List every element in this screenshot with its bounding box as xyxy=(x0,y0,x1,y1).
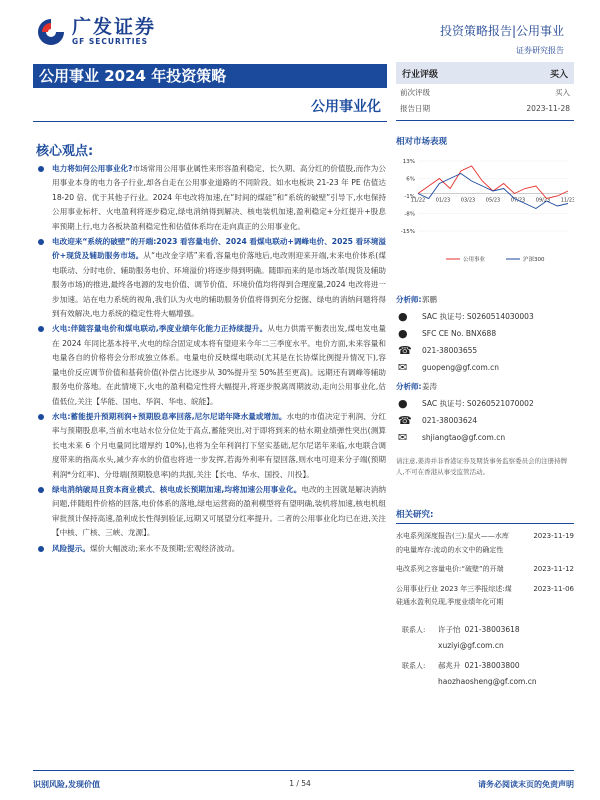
paragraph-text: 市场常用公用事业属性来形容盈利稳定、长久期、高分红的价值股,而作为公用事业本身的电力各子行业,却各自走在公用事业道路的不同阶段。如水电板块 21-23 年 PE 估值达 18-20 倍、优于其他子行业。2024 年电改将加速,在“时间的煤硅”和“系统的破壁”引导下,水电保持公用事业标杆、火电盈利将逐步稳定,绿电消纳得到解决、核电装机加速,盈利稳定+分红提升+股息率预期上行,电力各板块盈利稳定性和估值体系均在走向真正的公用事业化。 xyxy=(52,164,386,231)
email-icon: ✉ xyxy=(398,431,408,444)
email-icon: ✉ xyxy=(398,361,408,374)
analyst-sfc-row xyxy=(396,325,574,342)
y-tick-label: 13% xyxy=(402,159,415,165)
prev-rating-label: 前次评级 xyxy=(400,87,430,97)
related-head: 相关研究: xyxy=(396,508,574,524)
sfc-icon: ● xyxy=(398,327,408,340)
paragraph-lead: 电力将如何公用事业化? xyxy=(52,164,133,173)
page-number: 1 / 54 xyxy=(289,779,311,788)
analyst-phone-row xyxy=(396,342,574,359)
core-body xyxy=(38,162,386,557)
y-tick-label: -15% xyxy=(400,229,415,235)
contact-name: 许子怡 xyxy=(438,625,461,634)
paragraph-text: 从电力供需平衡表出发,煤电发电量在 2024 年同比基本持平,火电的综合固定成本将有望迎来今年二三季度水平。电价方面,未来容量和电量各自的价格将会分形成独立体系。电量电价反映煤电联动(尤其是在长协煤比例提升情况下),容量电价反应调节价值和基荷价值(补偿占比逐步从 30%提升至 50%甚至更高)。远期还有调峰等辅助服务电价落地。在此情境下,火电的盈利稳定性将大幅提升,将逐步脱离周期波动,走向公用事业化,估值低位,关注【华能、国电、华润、华电、皖能】。 xyxy=(52,324,386,406)
related-item[interactable] xyxy=(396,583,574,610)
footer-slogan: 识别风险,发现价值 xyxy=(33,780,101,789)
core-paragraph xyxy=(38,483,386,541)
report-date-label: 报告日期 xyxy=(400,103,430,113)
analyst-email[interactable]: shjiangtao@gf.com.cn xyxy=(422,433,506,442)
bullet-icon xyxy=(38,414,44,420)
contact-phone: 021-38003800 xyxy=(464,661,520,670)
related-item[interactable] xyxy=(396,530,574,557)
phone-icon: ☎ xyxy=(398,414,412,427)
analysts xyxy=(396,291,574,448)
paragraph-lead: 水电:蓄能提升预期利润+预期股息率回落,尼尔尼诺年降水量或增加。 xyxy=(52,411,287,421)
x-tick-label: 03/23 xyxy=(460,197,476,204)
report-title: 公用事业 2024 年投资策略 xyxy=(33,64,387,88)
analyst-email-row xyxy=(396,429,574,446)
report-date-value: 2023-11-28 xyxy=(526,103,570,113)
analyst-sac-row xyxy=(396,308,574,325)
related-title: 公用事业行业 2023 年三季报综述:煤硅通水盈利兑现,季度业绩年化可期 xyxy=(396,584,512,606)
bullet-icon xyxy=(38,487,44,493)
analyst-name-row xyxy=(396,378,574,395)
footer-disclaimer: 请务必阅读末页的免责声明 xyxy=(478,780,574,789)
contact-phone: 021-38003618 xyxy=(464,625,520,634)
contact-phone-row xyxy=(396,622,574,638)
y-tick-label: -1% xyxy=(404,194,415,200)
logo-en: GF SECURITIES xyxy=(72,37,149,46)
contact-phone-row xyxy=(396,658,574,674)
related-title: 电改系列之容量电价:“破壁”的开端 xyxy=(396,565,504,573)
x-tick-label: 07/23 xyxy=(510,197,526,204)
paragraph-lead: 火电:伴随容量电价和煤电联动,季度业绩年化能力正持续提升。 xyxy=(52,324,268,334)
contact-block xyxy=(396,658,574,690)
phone-icon: ☎ xyxy=(398,344,412,357)
related-date: 2023-11-06 xyxy=(533,584,574,593)
title-divider xyxy=(33,121,387,122)
related-date: 2023-11-19 xyxy=(533,532,574,540)
report-subtitle: 公用事业化 xyxy=(311,99,381,115)
x-tick-label: 05/23 xyxy=(485,197,501,204)
analyst-phone: 021-38003655 xyxy=(422,346,478,355)
contact-email-row xyxy=(396,638,574,654)
report-date-row xyxy=(396,100,574,116)
analyst-sac-row xyxy=(396,395,574,412)
rating-divider xyxy=(396,120,574,121)
contact-block xyxy=(396,622,574,654)
contact-label: 联系人: xyxy=(402,625,426,634)
rating-label: 行业评级 xyxy=(402,69,439,80)
page-header xyxy=(0,0,600,62)
analyst-email-row xyxy=(396,359,574,376)
prev-rating-row xyxy=(396,84,574,100)
rating-head xyxy=(396,62,574,84)
bullet-icon xyxy=(38,326,44,332)
analyst-phone-row xyxy=(396,412,574,429)
analyst-sac: SAC 执证号: S0260514030003 xyxy=(422,312,534,321)
x-tick-label: 09/23 xyxy=(535,197,551,204)
sac-icon: ● xyxy=(398,310,408,323)
paragraph-lead: 风险提示。 xyxy=(52,543,90,553)
sidebar xyxy=(396,62,574,694)
paragraph-lead: 电改迎来“系统的破壁”的开端:2023 看容量电价、2024 看煤电联动+调峰电价、2025 看环境溢价+现货及辅助服务市场。 xyxy=(52,237,386,261)
related-date: 2023-11-12 xyxy=(533,565,574,573)
analyst-label: 分析师: xyxy=(396,382,422,391)
core-paragraph xyxy=(38,322,386,408)
paragraph-lead: 绿电消纳破局且资本商业模式、核电成长预期加速,均将加速公用事业化。 xyxy=(52,484,302,494)
prev-rating-value: 买入 xyxy=(555,87,570,97)
contact-email-row xyxy=(396,674,574,690)
core-paragraph xyxy=(38,235,386,321)
contact-label: 联系人: xyxy=(402,661,426,670)
market-title: 相对市场表现 xyxy=(396,137,448,147)
disclaimer: 请注意,姜涛并非香港证券及期货事务监察委员会的注册持牌人,不可在香港从事受监管活动。 xyxy=(396,457,568,476)
analyst-sac: SAC 执证号: S0260521070002 xyxy=(422,399,534,408)
bullet-icon xyxy=(38,546,44,552)
rating-value: 买入 xyxy=(549,69,568,80)
contact-email[interactable]: xuziyi@gf.com.cn xyxy=(438,641,504,650)
bullet-icon xyxy=(38,166,44,172)
gf-logo-icon xyxy=(34,17,68,47)
bullet-icon xyxy=(38,239,44,245)
doc-type: 投资策略报告|公用事业 xyxy=(439,24,564,38)
legend-label: 公用事业 xyxy=(463,257,486,263)
analyst-name: 郭鹏 xyxy=(422,295,437,304)
analyst-phone: 021-38003624 xyxy=(422,416,478,425)
related-item[interactable] xyxy=(396,563,574,577)
analyst-name-row xyxy=(396,291,574,308)
paragraph-text: 水电的市值决定于利润、分红率与预期股息率,当前水电站水位分位处于高点,蓄能突出,对于即将到来的枯水期业绩弹性突出(测算长电未来 6 个月电量同比增厚约 10%),也将为全年利润打下坚实基础,尼尔尼诺年来临,水电联合调度带来的指高水头,减少弃水的价值也将进一步发挥,若海外利率有望回落,则水电可迎来分子端(预期利润*分红率)、分母端(预期股息率)的共振,关注【长电、华水、国投、川投】。 xyxy=(52,411,387,479)
contact-email[interactable]: haozhaosheng@gf.com.cn xyxy=(438,677,537,686)
paragraph-text: 煤价大幅波动;来水不及预期;宏观经济波动。 xyxy=(89,543,240,553)
analyst-sfc: SFC CE No. BNX688 xyxy=(422,329,497,338)
core-title: 核心观点: xyxy=(36,144,94,159)
sac-icon: ● xyxy=(398,397,408,410)
core-paragraph xyxy=(38,162,386,234)
x-tick-label: 01/23 xyxy=(435,197,451,204)
x-tick-label: 11/23 xyxy=(560,197,574,204)
contact-name: 郝兆升 xyxy=(438,661,461,670)
doc-sub: 证券研究报告 xyxy=(516,46,564,55)
legend-label: 沪深300 xyxy=(523,257,545,263)
gf-logo xyxy=(34,16,204,48)
related-research xyxy=(396,508,574,610)
y-tick-label: 6% xyxy=(406,176,415,183)
paragraph-text: 从“电改金字塔”来看,容量电价落地后,电改则迎来开端,未来电价体系(煤电联动、分时电价、辅助服务电价、环境溢价)将逐步得到明确。随即而来的是市场改革(现货及辅助服务市场)的推进,最终各电源的发电价值、调节价值、环境价值均将得到合理度量,2024 电改将进一步加速。站在电力系统的视角,我们认为火电的辅助服务价值将得到充分挖掘、绿电的消纳问题将得到有效解决,电力系统的稳定性将大幅增强。 xyxy=(52,251,386,319)
contacts xyxy=(396,622,574,690)
analyst-block xyxy=(396,291,574,378)
analyst-label: 分析师: xyxy=(396,295,422,304)
y-tick-label: -8% xyxy=(404,211,415,218)
paragraph-text: 电改的主因就是解决消纳问题,伴随组件价格的回落,电价体系的落地,绿电运营商的盈利模型将有望明确,装机将加速,核电机组审批预计保持高速,盈利成长性得到验证,远期又可展望分红率提升。二者的公用事业化均已在进,关注【中核、广核、三峡、龙源】。 xyxy=(52,484,387,538)
analyst-email[interactable]: guopeng@gf.com.cn xyxy=(422,363,500,372)
relative-performance-chart xyxy=(396,155,574,271)
x-tick-label: 11/22 xyxy=(410,197,426,204)
core-paragraph xyxy=(38,410,386,482)
analyst-block xyxy=(396,378,574,448)
analyst-name: 姜涛 xyxy=(422,382,437,391)
core-paragraph xyxy=(38,542,386,556)
related-title: 水电系列深度报告(三):星火——水库的电量库存:流动的水文中的确定性 xyxy=(396,532,509,554)
logo-cn: 广发证券 xyxy=(72,16,157,38)
